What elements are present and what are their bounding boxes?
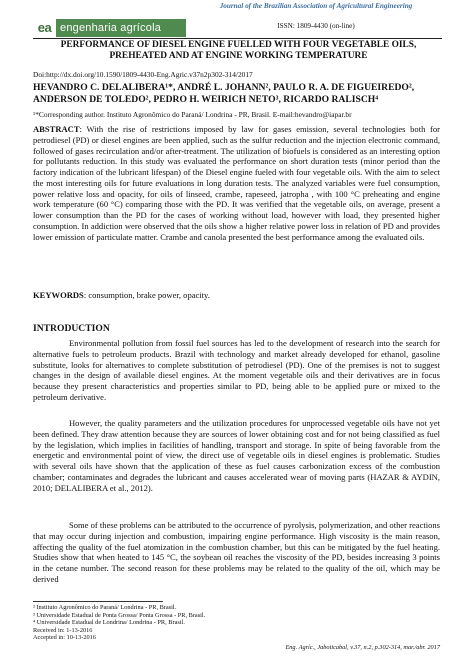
logo-mark: ea: [33, 19, 56, 37]
introduction-paragraph-3: [33, 520, 440, 585]
footer-citation: Eng. Agríc., Jaboticabal, v.37, n.2, p.302-314, mar./abr. 2017: [285, 644, 440, 651]
introduction-paragraph-2: [33, 418, 440, 493]
author-list: HEVANDRO C. DELALIBERA¹*, ANDRÉ L. JOHANN², PAULO R. A. DE FIGUEIREDO², ANDERSON DE TOLEDO², PEDRO H. WEIRICH NETO³, RICARDO RALISCH⁴: [33, 82, 415, 105]
abstract-text: : With the rise of restrictions imposed by law for gases emission, several technologies both for petrodiesel (PD) or diesel engines are been applied, such as the sulfur reduction and the injection electronic command, followed of gases recirculation and/or after-treatment. The utilization of biofuels is considered as an interesting option for pollutants reduction. In this study was evaluated the performance on short duration tests (minor period than the factory indication of the lubricant lifespan) of the Diesel engine fueled with four vegetable oils. With the aim to select the most interesting oils for future evaluations in long duration tests. The analyzed variables were fuel consumption, power relative loss and opacity, for oils of linseed, crambe, rapeseed, jatropha , with 100 °C preheating and engine work temperature (60 °C) comparing those with the PD. It was verified that the vegetable oils, on average, present a lower consumption than the PD for the cases of working without load, however with load, they presented higher consumption. In addiction were observed that the oils show a higher relative power loss in relation of PD and provides lower emission of particulate matter. Crambe and canola presented the best performance among the evaluated oils.: [33, 124, 440, 242]
keywords-text: : consumption, brake power, opacity.: [83, 290, 210, 300]
abstract-label: ABSTRACT: [33, 124, 80, 134]
received-date: Received in: 1-13-2016: [33, 626, 93, 634]
footnote-divider: [33, 601, 163, 602]
issn: ISSN: 1809-4430 (on-line): [277, 22, 355, 30]
accepted-date: Accepted in: 10-13-2016: [33, 634, 96, 642]
keywords-label: KEYWORDS: [33, 290, 84, 300]
header-divider: [33, 38, 442, 39]
footnote-affiliation-3: ³ Universidade Estadual de Ponta Grossa/ Ponta Grossa - PR, Brasil.: [33, 611, 206, 619]
journal-name: Journal of the Brazilian Association of Agricultural Engineering: [219, 2, 413, 10]
logo-text: engenharia agrícola: [60, 22, 162, 34]
paragraph-text: However, the quality parameters and the utilization procedures for unprocessed vegetable oils have not yet been defined. They draw attention because they are sources of lower obtaining cost and for not being classified as fuel by the legislation, which implies in facilities of handling, transport and storage. In spite of being favorable from the energetic and environmental point of view, the direct use of vegetable oils in diesel engines is problematic. Studies with several oils have shown that the application of these as fuel causes carbonization excess of the combustion chamber; contaminates and degrades the lubricant and causes accelerated wear of moving parts (HAZAR & AYDIN, 2010; DELALIBERA et al., 2012).: [33, 418, 440, 493]
doi-link[interactable]: Doi:http://dx.doi.org/10.1590/1809-4430-Eng.Agric.v37n2p302-314/2017: [33, 70, 253, 79]
paragraph-text: Some of these problems can be attributed to the occurrence of pyrolysis, polymerization, and other reactions that may occur during injection and combustion, impairing engine performance. High viscosity is the main reason, affecting the quality of the fuel atomization in the combustion chamber, but this can be mitigated by the fuel heating. Studies show that when heated to 145 °C, the soybean oil reaches the viscosity of the PD, besides increasing 3 points in the cetane number. The second reason for these problems may be related to the quality of the oil, which may be derived: [33, 520, 440, 584]
abstract: [33, 124, 440, 242]
journal-logo: [33, 19, 186, 37]
paragraph-text: Environmental pollution from fossil fuel sources has led to the development of research into the search for alternative fuels to petroleum products. Brazil with technology and market already developed for ethanol, gasoline substitute, looks for alternatives to complete substitution of petrodiesel (PD). One of the premises is not to suggest changes in the design of available diesel engines. At the moment vegetable oils and their derivatives are in focus because they present characteristics and properties similar to PD, being able to be applied pure or mixed to the petroleum derivative.: [33, 338, 440, 402]
keywords: [33, 290, 440, 300]
footnote-affiliation-2: ² Instituto Agronômico do Paraná/ Londrina - PR, Brasil.: [33, 604, 177, 611]
corresponding-author: ¹*Corresponding author. Instituto Agronômico do Paraná/ Londrina - PR, Brasil. E-mail:hevandro@iapar.br: [33, 110, 352, 119]
section-heading-introduction: INTRODUCTION: [33, 323, 110, 334]
footnotes: [33, 604, 205, 642]
article-title: PERFORMANCE OF DIESEL ENGINE FUELLED WITH FOUR VEGETABLE OILS, PREHEATED AND AT ENGINE WORKING TEMPERATURE: [60, 40, 417, 61]
footnote-affiliation-4: ⁴ Universidade Estadual de Londrina/ Londrina - PR, Brasil.: [33, 619, 185, 627]
introduction-paragraph-1: [33, 338, 440, 403]
